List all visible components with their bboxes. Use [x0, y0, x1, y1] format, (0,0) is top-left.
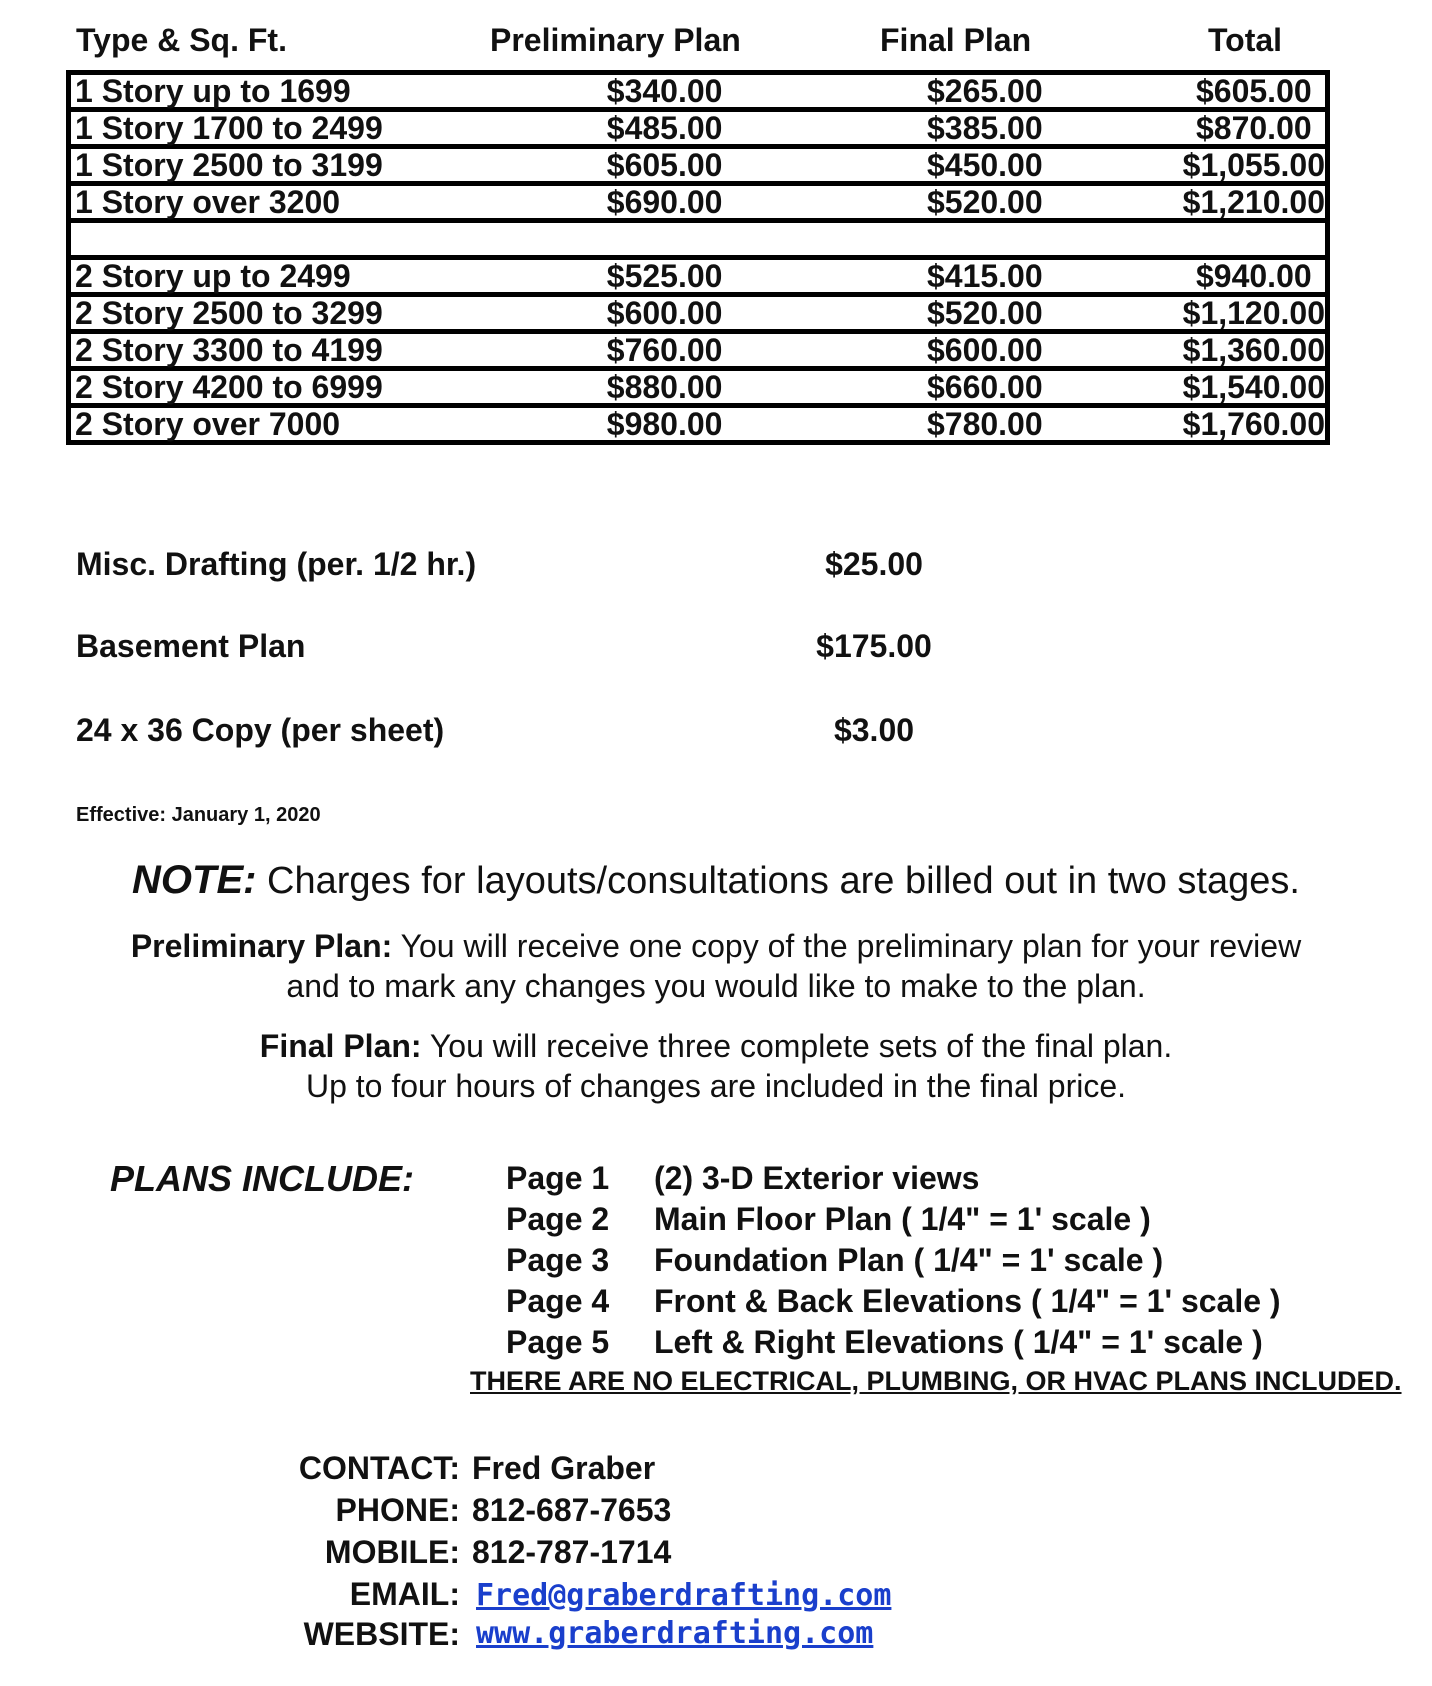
row-type: 1 Story 2500 to 3199 — [69, 147, 543, 184]
final-info-label: Final Plan: — [259, 1028, 422, 1064]
effective-date: Effective: January 1, 2020 — [76, 804, 321, 826]
row-final: $780.00 — [787, 406, 1183, 443]
plan-page: Page 4 — [506, 1283, 610, 1319]
misc-value: $3.00 — [833, 712, 915, 748]
row-final: $265.00 — [787, 73, 1183, 110]
row-preliminary: $690.00 — [542, 184, 787, 221]
row-final: $450.00 — [787, 147, 1183, 184]
email-label: EMAIL: — [349, 1576, 460, 1612]
preliminary-info — [0, 926, 1432, 1006]
row-preliminary: $605.00 — [542, 147, 787, 184]
row-total: $940.00 — [1183, 258, 1328, 295]
price-table — [66, 70, 1330, 445]
row-total: $1,540.00 — [1183, 369, 1328, 406]
row-total: $1,360.00 — [1183, 332, 1328, 369]
row-final: $520.00 — [787, 295, 1183, 332]
plan-description: Main Floor Plan ( 1/4" = 1' scale ) — [654, 1201, 1151, 1237]
row-type: 2 Story 3300 to 4199 — [69, 332, 543, 369]
row-preliminary: $485.00 — [542, 110, 787, 147]
header-total: Total — [1208, 22, 1283, 58]
row-final: $600.00 — [787, 332, 1183, 369]
row-type: 1 Story over 3200 — [69, 184, 543, 221]
header-preliminary: Preliminary Plan — [490, 22, 741, 58]
row-type: 2 Story 2500 to 3299 — [69, 295, 543, 332]
misc-label: Misc. Drafting (per. 1/2 hr.) — [76, 546, 477, 582]
row-final: $660.00 — [787, 369, 1183, 406]
misc-value: $25.00 — [825, 546, 923, 582]
header-type: Type & Sq. Ft. — [76, 22, 287, 58]
row-preliminary: $980.00 — [542, 406, 787, 443]
plan-page: Page 3 — [506, 1242, 610, 1278]
row-preliminary: $600.00 — [542, 295, 787, 332]
final-info-line2: Up to four hours of changes are included in the final price. — [305, 1068, 1127, 1104]
plans-disclaimer: THERE ARE NO ELECTRICAL, PLUMBING, OR HVAC PLANS INCLUDED. — [470, 1366, 1402, 1396]
table-row — [69, 110, 1328, 147]
plan-description: Left & Right Elevations ( 1/4" = 1' scale ) — [654, 1324, 1263, 1360]
misc-value: $175.00 — [816, 628, 932, 664]
row-preliminary: $880.00 — [542, 369, 787, 406]
email-link[interactable]: Fred@graberdrafting.com — [476, 1578, 892, 1613]
row-total: $1,055.00 — [1183, 147, 1328, 184]
mobile-number: 812-787-1714 — [472, 1534, 672, 1570]
plan-page: Page 2 — [506, 1201, 610, 1237]
row-total: $1,760.00 — [1183, 406, 1328, 443]
website-label: WEBSITE: — [303, 1616, 460, 1652]
row-type: 2 Story 4200 to 6999 — [69, 369, 543, 406]
row-total: $870.00 — [1183, 110, 1328, 147]
row-total: $1,210.00 — [1183, 184, 1328, 221]
plan-page: Page 1 — [506, 1160, 610, 1196]
table-spacer-row — [69, 221, 1328, 258]
preliminary-info-line1: You will receive one copy of the preliminary plan for your review — [400, 928, 1302, 964]
phone-label: PHONE: — [335, 1492, 460, 1528]
final-info — [0, 1026, 1432, 1106]
note-text: Charges for layouts/consultations are billed out in two stages. — [267, 860, 1300, 902]
plans-include-title: PLANS INCLUDE: — [110, 1158, 414, 1199]
final-info-line1: You will receive three complete sets of the final plan. — [429, 1028, 1173, 1064]
row-total: $605.00 — [1183, 73, 1328, 110]
row-final: $385.00 — [787, 110, 1183, 147]
table-row — [69, 258, 1328, 295]
table-row — [69, 184, 1328, 221]
plan-description: (2) 3-D Exterior views — [654, 1160, 980, 1196]
contact-label: CONTACT: — [298, 1450, 460, 1486]
misc-label: Basement Plan — [76, 628, 306, 664]
contact-name: Fred Graber — [472, 1450, 656, 1486]
row-preliminary: $760.00 — [542, 332, 787, 369]
table-row — [69, 147, 1328, 184]
misc-label: 24 x 36 Copy (per sheet) — [76, 712, 445, 748]
row-final: $520.00 — [787, 184, 1183, 221]
table-row — [69, 406, 1328, 443]
table-row — [69, 295, 1328, 332]
note-label: NOTE: — [132, 858, 257, 902]
mobile-label: MOBILE: — [324, 1534, 460, 1570]
note — [0, 858, 1432, 903]
table-row — [69, 73, 1328, 110]
preliminary-info-label: Preliminary Plan: — [130, 928, 393, 964]
row-preliminary: $525.00 — [542, 258, 787, 295]
table-row — [69, 369, 1328, 406]
preliminary-info-line2: and to mark any changes you would like to make to the plan. — [286, 968, 1146, 1004]
phone-number: 812-687-7653 — [472, 1492, 672, 1528]
row-type: 1 Story 1700 to 2499 — [69, 110, 543, 147]
row-type: 1 Story up to 1699 — [69, 73, 543, 110]
row-total: $1,120.00 — [1183, 295, 1328, 332]
row-type: 2 Story over 7000 — [69, 406, 543, 443]
plan-description: Foundation Plan ( 1/4" = 1' scale ) — [654, 1242, 1164, 1278]
plan-page: Page 5 — [506, 1324, 610, 1360]
plan-description: Front & Back Elevations ( 1/4" = 1' scale ) — [654, 1283, 1281, 1319]
website-link[interactable]: www.graberdrafting.com — [476, 1616, 874, 1651]
row-preliminary: $340.00 — [542, 73, 787, 110]
row-type: 2 Story up to 2499 — [69, 258, 543, 295]
header-final: Final Plan — [880, 22, 1032, 58]
row-final: $415.00 — [787, 258, 1183, 295]
table-row — [69, 332, 1328, 369]
